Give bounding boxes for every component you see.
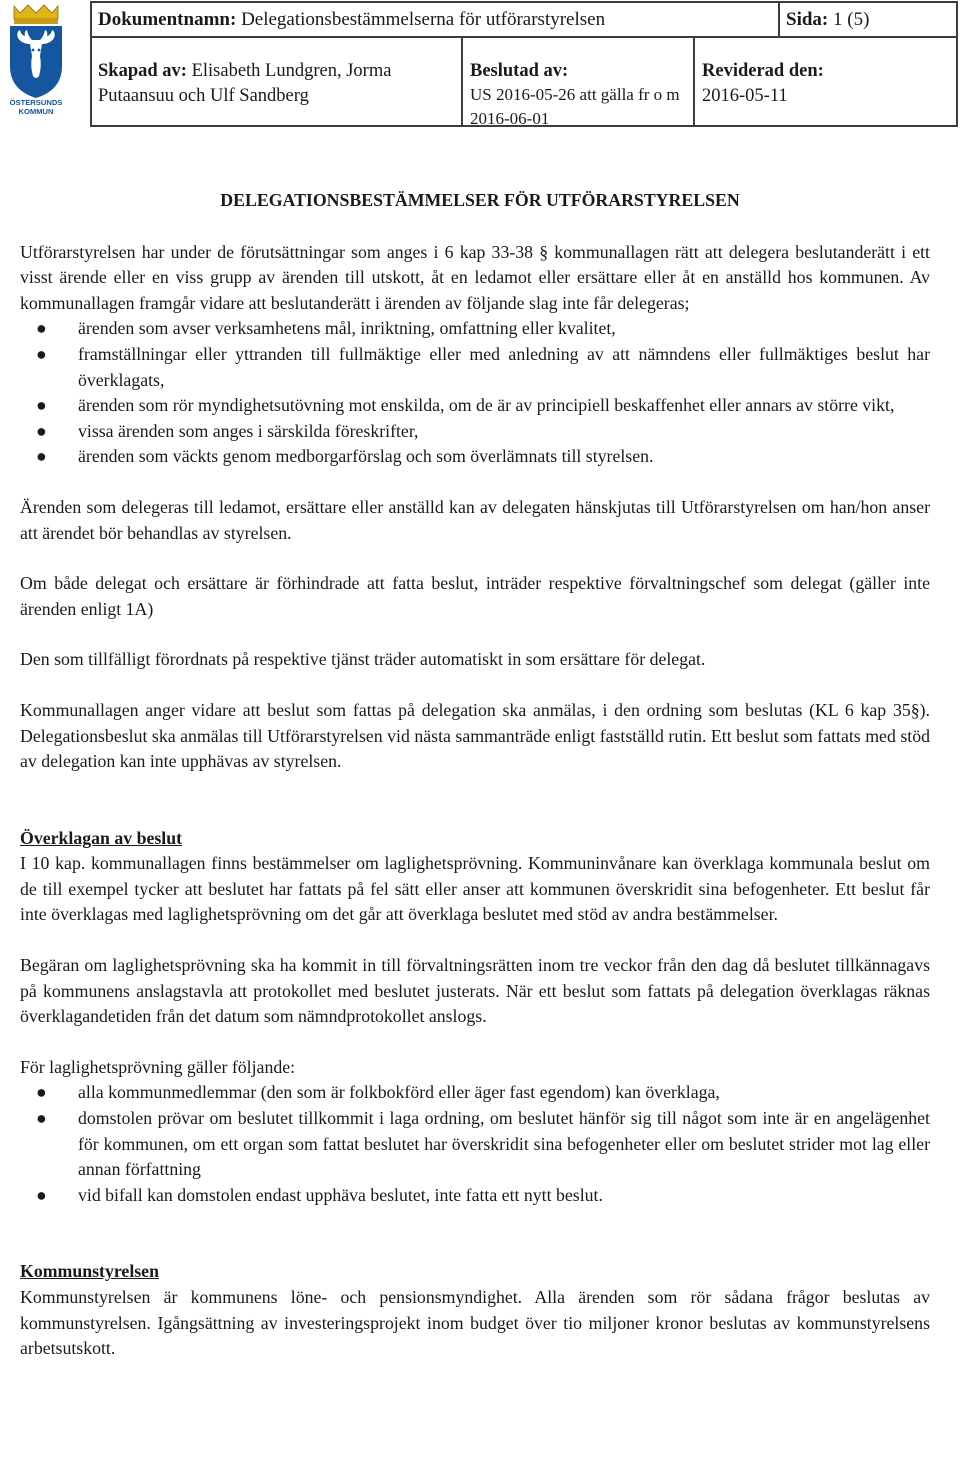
logo-text <box>3 98 69 116</box>
list-item <box>20 1080 930 1106</box>
paragraph-appeal-deadline: Begäran om laglighetsprövning ska ha kommit in till förvaltningsrätten inom tre veckor från den dag då beslutet tillkännagavs på kommunens anslagstavla att protokollet med beslutet justerats. När ett beslut som fattats på delegation överklagas räknas överklagandetiden från det datum som nämndprotokollet anslogs. <box>20 955 930 1027</box>
created-by-value: Elisabeth Lundgren, Jorma Putaansuu och Ulf Sandberg <box>98 61 392 106</box>
revised-cell <box>695 40 958 127</box>
logo-line-1: ÖSTERSUNDS <box>9 98 63 107</box>
page-indicator <box>786 9 869 31</box>
list-item <box>20 1183 930 1209</box>
list-item-text: vissa ärenden som anges i särskilda föreskrifter, <box>78 420 419 441</box>
intro-paragraph: Utförarstyrelsen har under de förutsättningar som anges i 6 kap 33-38 § kommunallagen rätt att delegera beslutanderätt i ett visst ärende eller en viss grupp av ärenden till utskott, åt en ledamot eller ersättare eller åt en anställd hos kommunen. Av kommunallagen framgår vidare att beslutanderätt i ärenden av följande slag inte får delegeras; <box>20 241 930 313</box>
revised-value: 2016-05-11 <box>702 86 788 106</box>
bullet-icon: ● <box>36 446 47 467</box>
bullet-icon: ● <box>36 318 47 339</box>
page-label: Sida: <box>786 9 829 30</box>
list-item <box>20 342 930 393</box>
created-by-cell <box>92 40 461 127</box>
header-row-top <box>92 3 956 38</box>
bullet-icon: ● <box>36 420 47 441</box>
created-by-label: Skapad av: <box>98 61 187 81</box>
document-title: DELEGATIONSBESTÄMMELSER FÖR UTFÖRARSTYRELSEN <box>220 190 740 210</box>
paragraph-kommunstyrelsen: Kommunstyrelsen är kommunens löne- och pensionsmyndighet. Alla ärenden som rör sådana frågor beslutas av kommunstyrelsen. Igångsättning av investeringsprojekt inom budget över tio miljoner kronor beslutas av kommunstyrelsens arbetsutskott. <box>20 1287 930 1359</box>
bullet-icon: ● <box>36 343 47 364</box>
municipality-logo <box>6 4 66 122</box>
list-item <box>20 419 930 445</box>
list-item-text: ärenden som väckts genom medborgarförslag och som överlämnats till styrelsen. <box>78 446 654 467</box>
non-delegable-list <box>20 316 930 470</box>
paragraph-reporting: Kommunallagen anger vidare att beslut som fattas på delegation ska anmälas, i den ordning som beslutas (KL 6 kap 35§). Delegationsbeslut ska anmälas till Utförarstyrelsen vid nästa sammanträde enligt fastställd rutin. Ett beslut som fattats med stöd av delegation kan inte upphävas av styrelsen. <box>20 699 930 772</box>
decided-by-value: US 2016-05-26 att gälla fr o m 2016-06-01 <box>470 85 680 128</box>
heading-kommunstyrelsen: Kommunstyrelsen <box>20 1261 159 1282</box>
list-item-text: vid bifall kan domstolen endast upphäva beslutet, inte fatta ett nytt beslut. <box>78 1184 603 1205</box>
document-body <box>20 188 930 1362</box>
paragraph-applies: För laglighetsprövning gäller följande: <box>20 1056 296 1077</box>
bullet-icon: ● <box>36 395 47 416</box>
list-item <box>20 316 930 342</box>
bullet-icon: ● <box>36 1082 47 1103</box>
decided-by-cell <box>463 40 693 127</box>
list-item <box>20 393 930 419</box>
legality-review-list <box>20 1080 930 1208</box>
document-name-value: Delegationsbestämmelserna för utförarstyrelsen <box>236 9 606 30</box>
heading-overklagan: Överklagan av beslut <box>20 827 183 848</box>
list-item-text: framställningar eller yttranden till fullmäktige eller med anledning av att nämndens eller fullmäktiges beslut har överklagats, <box>78 343 930 390</box>
header-divider <box>778 3 780 36</box>
logo-line-2: KOMMUN <box>18 107 54 116</box>
paragraph-referral: Ärenden som delegeras till ledamot, ersättare eller anställd kan av delegaten hänskjutas till Utförarstyrelsen om han/hon anser att ärendet bör behandlas av styrelsen. <box>20 496 930 543</box>
paragraph-legality-review: I 10 kap. kommunallagen finns bestämmelser om laglighetsprövning. Kommuninvånare kan överklaga kommunala beslut om de till exempel tycker att beslutet har fattats på fel sätt eller anser att kommunen överskridit sina befogenheter. Ett beslut får inte överklagas med laglighetsprövning om det går att överklaga beslutet med stöd av andra bestämmelser. <box>20 853 930 925</box>
list-item-text: ärenden som rör myndighetsutövning mot enskilda, om de är av principiell beskaffenhet eller annars av större vikt, <box>78 395 895 416</box>
list-item <box>20 1106 930 1183</box>
list-item-text: domstolen prövar om beslutet tillkommit i laga ordning, om beslutet hänför sig till något som inte är en angelägenhet för kommunen, om ett organ som fattat beslutet har överskridit sina befogenheter eller om beslutet strider mot lag eller annan författning <box>78 1108 930 1180</box>
document-name-label: Dokumentnamn: <box>98 9 237 30</box>
document-name <box>98 9 605 31</box>
list-item <box>20 444 930 470</box>
bullet-icon: ● <box>36 1184 47 1205</box>
page-value: 1 (5) <box>828 9 870 30</box>
revised-label: Reviderad den: <box>702 61 824 81</box>
paragraph-substitute: Om både delegat och ersättare är förhindrade att fatta beslut, inträder respektive förvaltningschef som delegat (gäller inte ärenden enligt 1A) <box>20 573 930 619</box>
decided-by-label: Beslutad av: <box>470 61 569 81</box>
list-item-text: ärenden som avser verksamhetens mål, inriktning, omfattning eller kvalitet, <box>78 318 616 339</box>
list-item-text: alla kommunmedlemmar (den som är folkbokförd eller äger fast egendom) kan överklaga, <box>78 1082 720 1103</box>
document-header <box>90 1 958 127</box>
bullet-icon: ● <box>36 1108 47 1129</box>
paragraph-temporary: Den som tillfälligt förordnats på respektive tjänst träder automatiskt in som ersättare för delegat. <box>20 649 706 670</box>
